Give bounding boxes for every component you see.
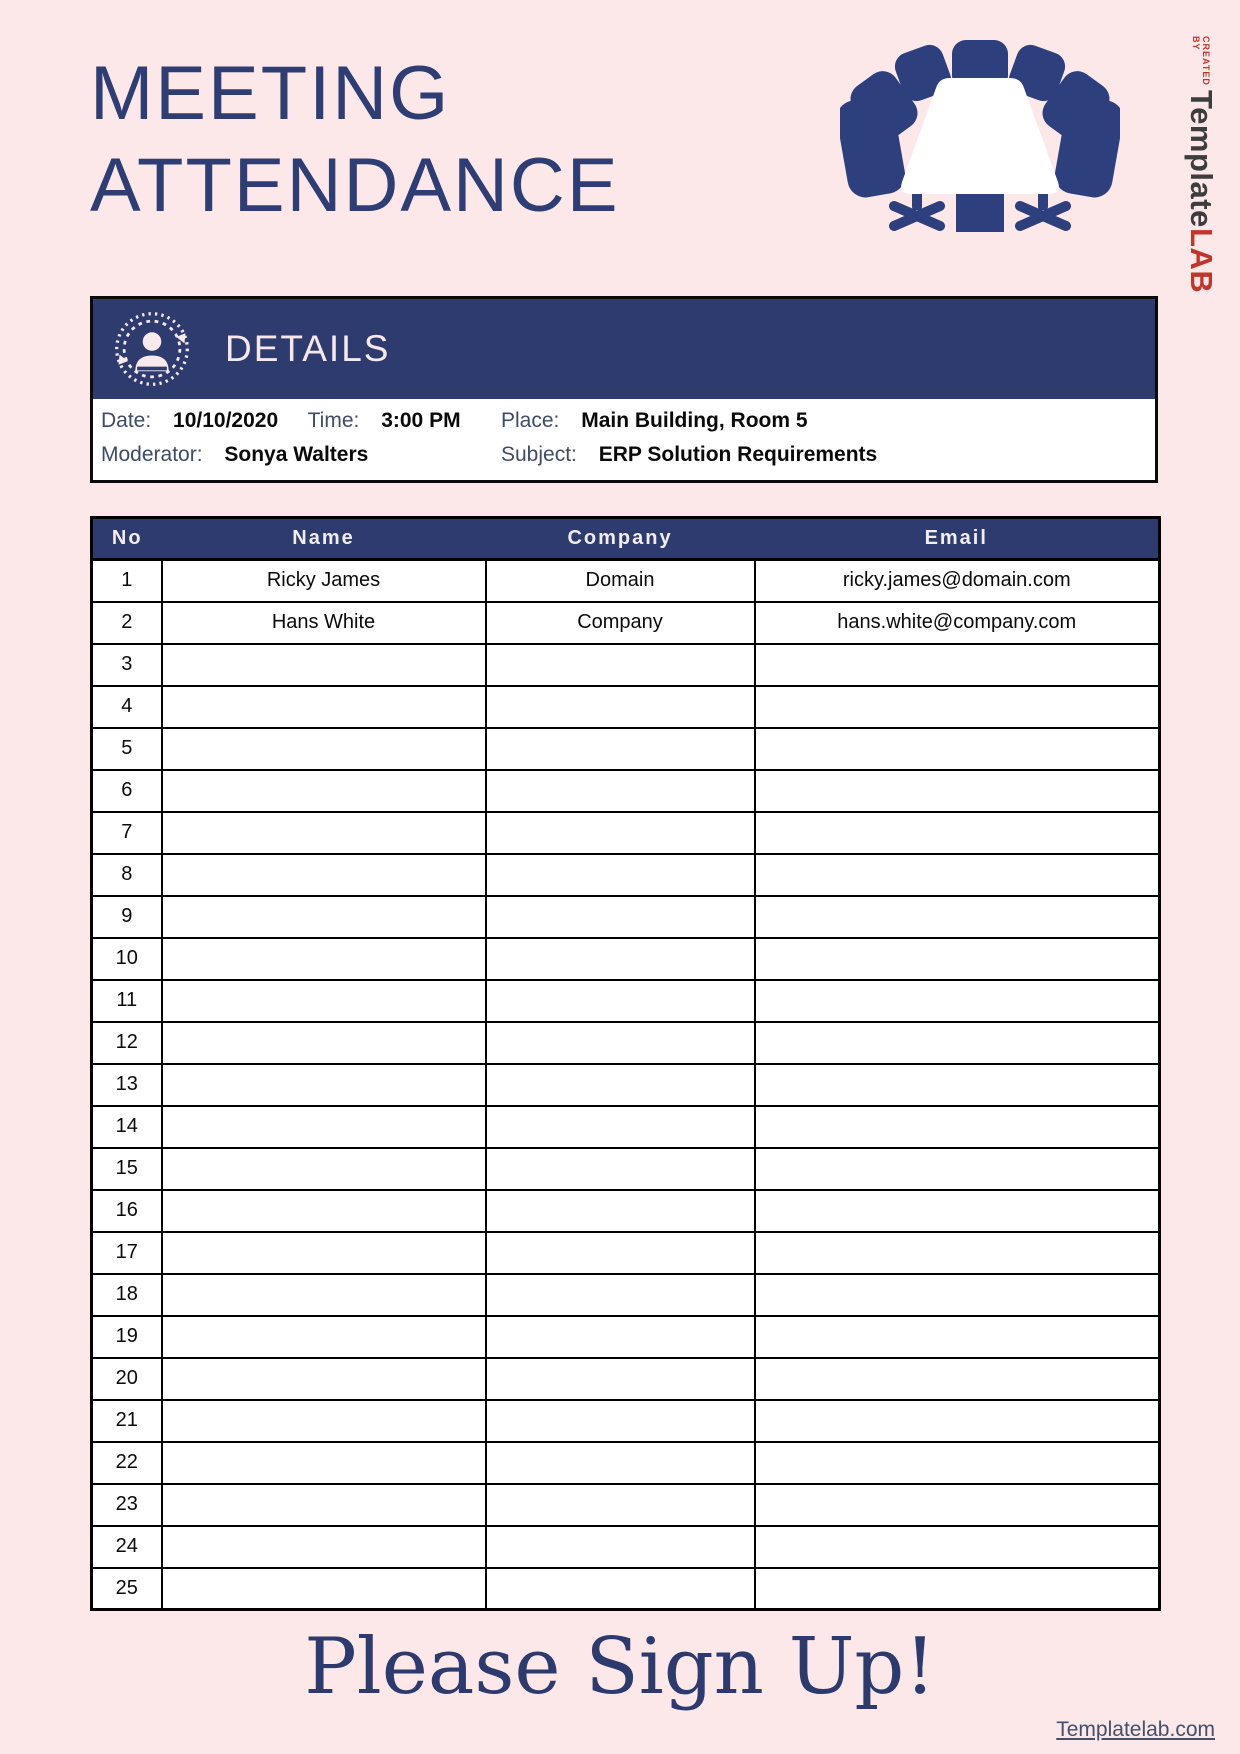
email-cell[interactable] [755, 854, 1160, 896]
time-label: Time: [307, 409, 360, 432]
attendee-row [92, 1022, 1160, 1064]
date-time-group [101, 409, 485, 432]
company-cell[interactable] [486, 1526, 755, 1568]
name-cell[interactable] [162, 1022, 486, 1064]
conference-table-icon [840, 36, 1120, 232]
row-number-cell[interactable]: 15 [92, 1148, 162, 1190]
email-cell[interactable] [755, 1232, 1160, 1274]
attendee-row [92, 1106, 1160, 1148]
company-cell[interactable] [486, 1568, 755, 1610]
company-cell[interactable] [486, 770, 755, 812]
name-cell[interactable] [162, 1232, 486, 1274]
row-number-cell[interactable]: 8 [92, 854, 162, 896]
name-cell[interactable] [162, 1484, 486, 1526]
email-cell[interactable] [755, 644, 1160, 686]
company-cell[interactable] [486, 854, 755, 896]
email-cell[interactable] [755, 1274, 1160, 1316]
email-cell[interactable] [755, 1190, 1160, 1232]
row-number-cell[interactable]: 25 [92, 1568, 162, 1610]
attendee-row [92, 896, 1160, 938]
row-number-cell[interactable]: 14 [92, 1106, 162, 1148]
row-number-cell[interactable]: 7 [92, 812, 162, 854]
name-cell[interactable] [162, 896, 486, 938]
page-title-line2: ATTENDANCE [90, 143, 620, 228]
row-number-cell[interactable]: 11 [92, 980, 162, 1022]
row-number-cell[interactable]: 4 [92, 686, 162, 728]
attendee-row [92, 812, 1160, 854]
name-cell[interactable] [162, 1106, 486, 1148]
attendee-row [92, 1400, 1160, 1442]
time-value: 3:00 PM [381, 409, 461, 432]
email-cell[interactable] [755, 1442, 1160, 1484]
moderator-label: Moderator: [101, 443, 203, 466]
details-row-2 [101, 438, 1155, 472]
name-cell[interactable] [162, 1274, 486, 1316]
details-heading: DETAILS [225, 328, 391, 369]
email-cell[interactable] [755, 1400, 1160, 1442]
attendee-row [92, 1316, 1160, 1358]
email-cell[interactable] [755, 1526, 1160, 1568]
company-cell[interactable] [486, 896, 755, 938]
company-cell[interactable] [486, 1022, 755, 1064]
row-number-cell[interactable]: 23 [92, 1484, 162, 1526]
name-cell[interactable] [162, 812, 486, 854]
company-cell[interactable] [486, 1274, 755, 1316]
row-number-cell[interactable]: 1 [92, 560, 162, 602]
place-value: Main Building, Room 5 [581, 409, 808, 432]
row-number-cell[interactable]: 10 [92, 938, 162, 980]
subject-group [501, 438, 901, 472]
date-value: 10/10/2020 [173, 409, 279, 432]
attendee-row [92, 602, 1160, 644]
attendee-row [92, 728, 1160, 770]
place-label: Place: [501, 409, 560, 432]
place-group [501, 404, 832, 438]
row-number-cell[interactable]: 3 [92, 644, 162, 686]
company-cell[interactable] [486, 812, 755, 854]
attendee-row [92, 1232, 1160, 1274]
attendee-row [92, 938, 1160, 980]
company-cell[interactable] [486, 1064, 755, 1106]
company-cell[interactable] [486, 980, 755, 1022]
row-number-cell[interactable]: 5 [92, 728, 162, 770]
company-cell[interactable] [486, 686, 755, 728]
subject-value: ERP Solution Requirements [598, 443, 878, 466]
name-cell[interactable] [162, 980, 486, 1022]
email-cell[interactable] [755, 770, 1160, 812]
email-cell[interactable] [755, 1358, 1160, 1400]
attendee-row [92, 560, 1160, 602]
name-cell[interactable] [162, 1568, 486, 1610]
attendee-row [92, 1484, 1160, 1526]
row-number-cell[interactable]: 6 [92, 770, 162, 812]
company-cell[interactable] [486, 1106, 755, 1148]
attendance-table [90, 516, 1161, 1611]
attendee-row [92, 1568, 1160, 1610]
attendee-row [92, 1526, 1160, 1568]
attendee-row [92, 686, 1160, 728]
row-number-cell[interactable]: 16 [92, 1190, 162, 1232]
column-header-name: Name [162, 518, 486, 560]
email-cell[interactable] [755, 1148, 1160, 1190]
attendee-row [92, 1190, 1160, 1232]
attendee-row [92, 1274, 1160, 1316]
company-cell[interactable] [486, 644, 755, 686]
moderator-value: Sonya Walters [224, 443, 369, 466]
email-cell[interactable] [755, 686, 1160, 728]
email-cell[interactable] [755, 812, 1160, 854]
page-title-line1: MEETING [90, 51, 451, 136]
name-cell[interactable] [162, 1400, 486, 1442]
name-cell[interactable] [162, 1526, 486, 1568]
logo-lab-text: LAB [1184, 227, 1219, 293]
email-cell[interactable]: ricky.james@domain.com [755, 560, 1160, 602]
templatelab-logo [1183, 36, 1219, 293]
row-number-cell[interactable]: 24 [92, 1526, 162, 1568]
row-number-cell[interactable]: 22 [92, 1442, 162, 1484]
row-number-cell[interactable]: 18 [92, 1274, 162, 1316]
email-cell[interactable] [755, 1568, 1160, 1610]
email-cell[interactable]: hans.white@company.com [755, 602, 1160, 644]
attendee-row [92, 770, 1160, 812]
company-cell[interactable] [486, 938, 755, 980]
email-cell[interactable] [755, 896, 1160, 938]
details-body [93, 399, 1155, 472]
name-cell[interactable] [162, 854, 486, 896]
sign-up-prompt: Please Sign Up! [304, 1622, 936, 1712]
row-number-cell[interactable]: 12 [92, 1022, 162, 1064]
name-cell[interactable] [162, 644, 486, 686]
attendee-row [92, 980, 1160, 1022]
company-cell[interactable] [486, 1190, 755, 1232]
name-cell[interactable] [162, 686, 486, 728]
column-header-no: No [92, 518, 162, 560]
name-cell[interactable] [162, 1190, 486, 1232]
email-cell[interactable] [755, 1484, 1160, 1526]
email-cell[interactable] [755, 1316, 1160, 1358]
row-number-cell[interactable]: 9 [92, 896, 162, 938]
name-cell[interactable] [162, 1358, 486, 1400]
name-cell[interactable] [162, 938, 486, 980]
company-cell[interactable] [486, 1232, 755, 1274]
attendee-row [92, 1148, 1160, 1190]
company-cell[interactable] [486, 1400, 755, 1442]
company-cell[interactable] [486, 1358, 755, 1400]
company-cell[interactable] [486, 1316, 755, 1358]
column-header-email: Email [755, 518, 1160, 560]
email-cell[interactable] [755, 938, 1160, 980]
name-cell[interactable] [162, 770, 486, 812]
subject-label: Subject: [501, 443, 577, 466]
name-cell[interactable]: Hans White [162, 602, 486, 644]
details-header-bar [93, 299, 1155, 399]
email-cell[interactable] [755, 1106, 1160, 1148]
logo-template-text: Template [1184, 89, 1219, 228]
company-cell[interactable] [486, 728, 755, 770]
row-number-cell[interactable]: 19 [92, 1316, 162, 1358]
company-cell[interactable]: Company [486, 602, 755, 644]
details-row-1 [101, 404, 1155, 438]
row-number-cell[interactable]: 13 [92, 1064, 162, 1106]
name-cell[interactable] [162, 1148, 486, 1190]
name-cell[interactable] [162, 1064, 486, 1106]
person-sync-icon [113, 310, 191, 388]
attendee-row [92, 854, 1160, 896]
attendee-row [92, 1358, 1160, 1400]
email-cell[interactable] [755, 1022, 1160, 1064]
page-title [90, 48, 620, 232]
company-cell[interactable]: Domain [486, 560, 755, 602]
table-header-row [92, 518, 1160, 560]
company-cell[interactable] [486, 1148, 755, 1190]
row-number-cell[interactable]: 21 [92, 1400, 162, 1442]
templatelab-link[interactable]: Templatelab.com [1056, 1718, 1215, 1741]
row-number-cell[interactable]: 20 [92, 1358, 162, 1400]
logo-created-by-text: CREATED BY [1191, 36, 1211, 86]
row-number-cell[interactable]: 17 [92, 1232, 162, 1274]
email-cell[interactable] [755, 980, 1160, 1022]
name-cell[interactable] [162, 728, 486, 770]
moderator-group [101, 443, 392, 466]
details-panel [90, 296, 1158, 483]
date-label: Date: [101, 409, 152, 432]
name-cell[interactable] [162, 1316, 486, 1358]
name-cell[interactable]: Ricky James [162, 560, 486, 602]
column-header-company: Company [486, 518, 755, 560]
row-number-cell[interactable]: 2 [92, 602, 162, 644]
company-cell[interactable] [486, 1484, 755, 1526]
company-cell[interactable] [486, 1442, 755, 1484]
attendee-row [92, 1442, 1160, 1484]
attendee-row [92, 1064, 1160, 1106]
email-cell[interactable] [755, 1064, 1160, 1106]
email-cell[interactable] [755, 728, 1160, 770]
attendee-row [92, 644, 1160, 686]
name-cell[interactable] [162, 1442, 486, 1484]
